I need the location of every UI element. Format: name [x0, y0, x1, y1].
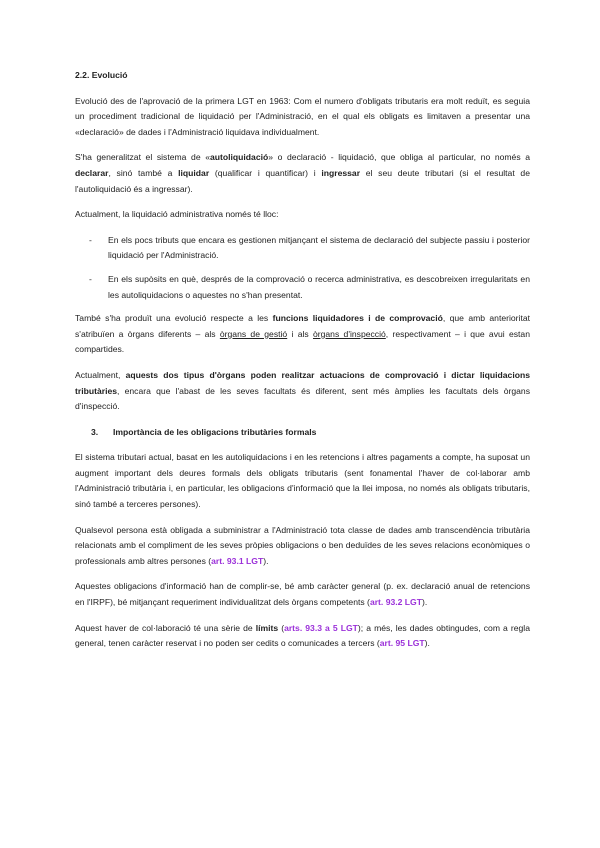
paragraph-subministrar-dades [75, 523, 530, 570]
underlined-term-organs-gestio: òrgans de gestió [219, 328, 288, 339]
text-run: i als [287, 328, 313, 339]
text-run: , que amb anterioritat s'atribuïen a òrgans diferents – als [75, 313, 531, 339]
text-run: ). [424, 638, 430, 649]
bold-term-autoliquidacio: autoliquidació [210, 152, 269, 163]
paragraph-obligacions-informacio [75, 579, 530, 610]
bullet-dash: - [89, 273, 92, 284]
list-item-text: En els supòsits en què, després de la comprovació o recerca administrativa, es descobreixen irregularitats en les autoliquidacions o aquestes no s'han presentat. [108, 273, 530, 300]
underlined-term-organs-inspeccio: òrgans d'inspecció [312, 328, 386, 339]
text-run: , sinó també a [108, 167, 179, 178]
document-body [75, 68, 530, 662]
bold-term-funcions: funcions liquidadores i de comprovació [272, 313, 443, 324]
list-item [75, 272, 530, 303]
text-run: ( [278, 622, 285, 633]
text-run: S'ha generalitzat el sistema de « [75, 152, 210, 163]
list-item [75, 233, 530, 264]
text-run: » o declaració - liquidació, que obliga al particular, no només a [268, 152, 530, 163]
text-run: ); a més, les dades obtingudes, com a regla general, tenen caràcter reservat i no poden ser cedits o comunicades a tercers ( [75, 622, 530, 649]
law-reference-art-95: art. 95 LGT [379, 638, 425, 649]
bold-term-liquidar: liquidar [178, 167, 210, 178]
section-heading-3 [75, 425, 530, 441]
law-reference-art-93-2: art. 93.2 LGT [369, 597, 422, 608]
bullet-dash: - [89, 234, 92, 245]
text-run: ). [263, 555, 269, 566]
text-run: (qualificar i quantificar) i [209, 167, 322, 178]
bullet-list [75, 233, 530, 303]
text-run: Aquestes obligacions d'informació han de complir-se, bé amb caràcter general (p. ex. declaració anual de retencions en l'IRPF), bé mitjançant requeriment individualitzat dels òrgans competents ( [75, 581, 530, 608]
law-reference-art-93-1: art. 93.1 LGT [211, 555, 264, 566]
bold-term-limits: límits [255, 622, 279, 633]
text-run: Actualment, [75, 369, 126, 380]
section-number: 3. [91, 426, 99, 437]
text-run: , encara que l'abast de les seves facultats és diferent, sent més àmplies les facultats dels òrgans d'inspecció. [75, 385, 530, 412]
text-run: També s'ha produït una evolució respecte a les [75, 313, 273, 324]
law-reference-arts-93-3-5: arts. 93.3 a 5 LGT [284, 622, 358, 633]
bold-term-actuacions: aquests dos tipus d'òrgans poden realitzar actuacions de comprovació i dictar liquidacions tributàries [75, 369, 530, 396]
text-run: Qualsevol persona està obligada a subministrar a l'Administració tota classe de dades amb transcendència tributària relacionats amb el compliment de les seves pròpies obligacions o ben deduïdes de les seves relacions econòmiques o professionals amb altres persones ( [75, 524, 530, 566]
text-run: ). [422, 597, 428, 608]
list-item-text: En els pocs tributs que encara es gestionen mitjançant el sistema de declaració del subjecte passiu i posterior liquidació per l'Administració. [108, 234, 530, 261]
bold-term-ingressar: ingressar [321, 167, 361, 178]
paragraph-limits [75, 621, 530, 652]
paragraph-liquidacio-administrativa: Actualment, la liquidació administrativa només té lloc: [75, 209, 279, 220]
text-run: , respectivament – i que avui estan compartides. [75, 328, 530, 355]
section-heading-2-2: 2.2. Evolució [75, 70, 128, 80]
paragraph-sistema-tributari: El sistema tributari actual, basat en les autoliquidacions i en les retencions i altres pagaments a compte, ha suposat un augment important dels deures formals dels obligats tributaris (sent fonamental l'haver de col·laborar amb l'Administració tributària i, en particular, les obligacions d'informació que la llei imposa, no només als obligats tributaris, sinó també a terceres persones). [75, 452, 530, 510]
bold-term-declarar: declarar [75, 167, 109, 178]
paragraph-autoliquidacio [75, 150, 530, 197]
text-run: Aquest haver de col·laboració té una sèrie de [75, 622, 256, 633]
section-title: Importància de les obligacions tributàries formals [113, 426, 317, 437]
paragraph-evolucio-intro: Evolució des de l'aprovació de la primera LGT en 1963: Com el numero d'obligats tributaris era molt reduït, es seguia un procediment tradicional de liquidació per l'Administració, en el qual els obligats es limitaven a presentar una «declaració» de dades i l'Administració liquidava individualment. [75, 95, 530, 137]
paragraph-funcions [75, 311, 530, 358]
text-run: el seu deute tributari (si el resultat de l'autoliquidació és a ingressar). [75, 167, 530, 194]
paragraph-actuacions [75, 368, 530, 415]
